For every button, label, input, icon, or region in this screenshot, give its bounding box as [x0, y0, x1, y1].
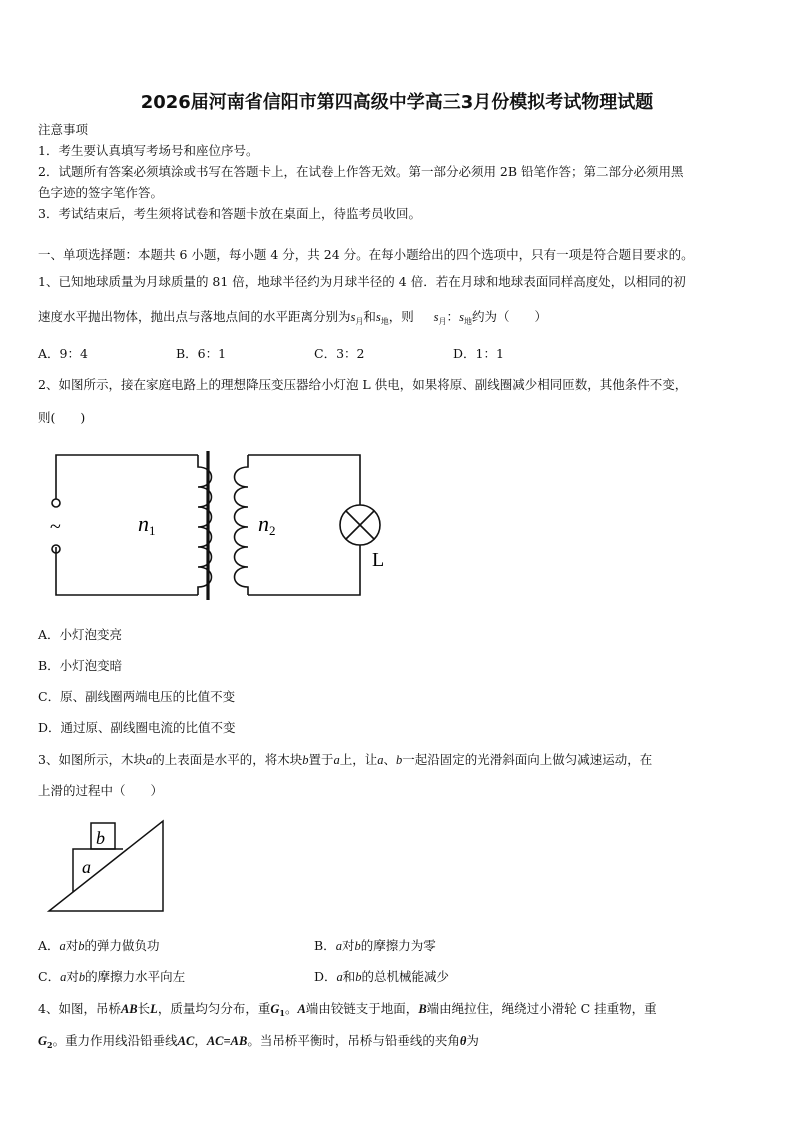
ac-symbol: ~	[50, 516, 61, 538]
q1-option-b: B．6：1	[176, 346, 227, 361]
primary-wire-top	[56, 455, 198, 499]
block-a-label: a	[82, 857, 91, 877]
q1-line1: 1、已知地球质量为月球质量的 81 倍，地球半径约为月球半径的 4 倍．若在月球和地球表面同样高度处，以相同的初	[38, 274, 686, 289]
notice-heading: 注意事项	[38, 122, 89, 137]
secondary-wire-bottom	[248, 545, 360, 595]
secondary-coil	[235, 455, 249, 595]
n1-label: n1	[138, 511, 156, 538]
q1-option-c: C．3：2	[314, 346, 365, 361]
notice-item: 2．试题所有答案必须填涂或书写在答题卡上，在试卷上作答无效。第一部分必须用 2B 铅笔作答；第二部分必须用黑	[38, 164, 684, 179]
primary-wire-bottom	[56, 547, 198, 595]
terminal-top	[52, 499, 60, 507]
q1-option-a: A．9：4	[38, 346, 88, 361]
n2-label: n2	[258, 511, 276, 538]
incline-blocks-figure	[45, 815, 170, 915]
q3-option-a: A．a对b的弹力做负功	[38, 938, 160, 953]
q2-option-c: C．原、副线圈两端电压的比值不变	[38, 689, 236, 704]
notice-item: 色字迹的签字笔作答。	[38, 185, 164, 200]
q3-option-c: C．a对b的摩擦力水平向左	[38, 969, 186, 984]
lamp-label: L	[372, 549, 385, 571]
secondary-wire-top	[248, 455, 360, 505]
transformer-circuit-figure	[38, 445, 398, 605]
q3-line2: 上滑的过程中（ ）	[38, 783, 164, 798]
notice-item: 1．考生要认真填写考场号和座位序号。	[38, 143, 259, 158]
incline-slope	[49, 821, 163, 911]
section-heading: 一、单项选择题：本题共 6 小题，每小题 4 分，共 24 分。在每小题给出的四个选项中，只有一项是符合题目要求的。	[38, 247, 694, 262]
q2-line1: 2、如图所示，接在家庭电路上的理想降压变压器给小灯泡 L 供电，如果将原、副线圈减少相同匝数，其他条件不变，	[38, 377, 688, 392]
q2-line2: 则( )	[38, 410, 86, 425]
q2-option-a: A．小灯泡变亮	[38, 627, 123, 642]
q4-line1: 4、如图，吊桥AB长L，质量均匀分布，重$G_1$。A端由铰链支于地面，B端由绳拉住，绳绕过小滑轮 C 挂重物，重	[38, 1001, 657, 1018]
q2-option-b: B．小灯泡变暗	[38, 658, 123, 673]
block-b-label: b	[96, 828, 105, 848]
page-title: 2026届河南省信阳市第四高级中学高三3月份模拟考试物理试题	[140, 92, 654, 113]
q1-line2: 速度水平抛出物体，抛出点与落地点间的水平距离分别为$s_月$和$s_地$，则 $s_月$：$s_地$约为（ ）	[38, 309, 547, 326]
q3-option-d: D．a和b的总机械能减少	[314, 969, 450, 984]
q2-option-d: D．通过原、副线圈电流的比值不变	[38, 720, 236, 735]
q3-line1: 3、如图所示，木块a的上表面是水平的，将木块b置于a上，让a、b一起沿固定的光滑斜面向上做匀减速运动，在	[38, 752, 653, 767]
q1-option-d: D．1：1	[453, 346, 504, 361]
q4-line2: $G_2$。重力作用线沿铅垂线AC，AC=AB。当吊桥平衡时，吊桥与铅垂线的夹角θ为	[38, 1033, 479, 1050]
notice-item: 3．考试结束后，考生须将试卷和答题卡放在桌面上，待监考员收回。	[38, 206, 421, 221]
q3-option-b: B．a对b的摩擦力为零	[314, 938, 436, 953]
